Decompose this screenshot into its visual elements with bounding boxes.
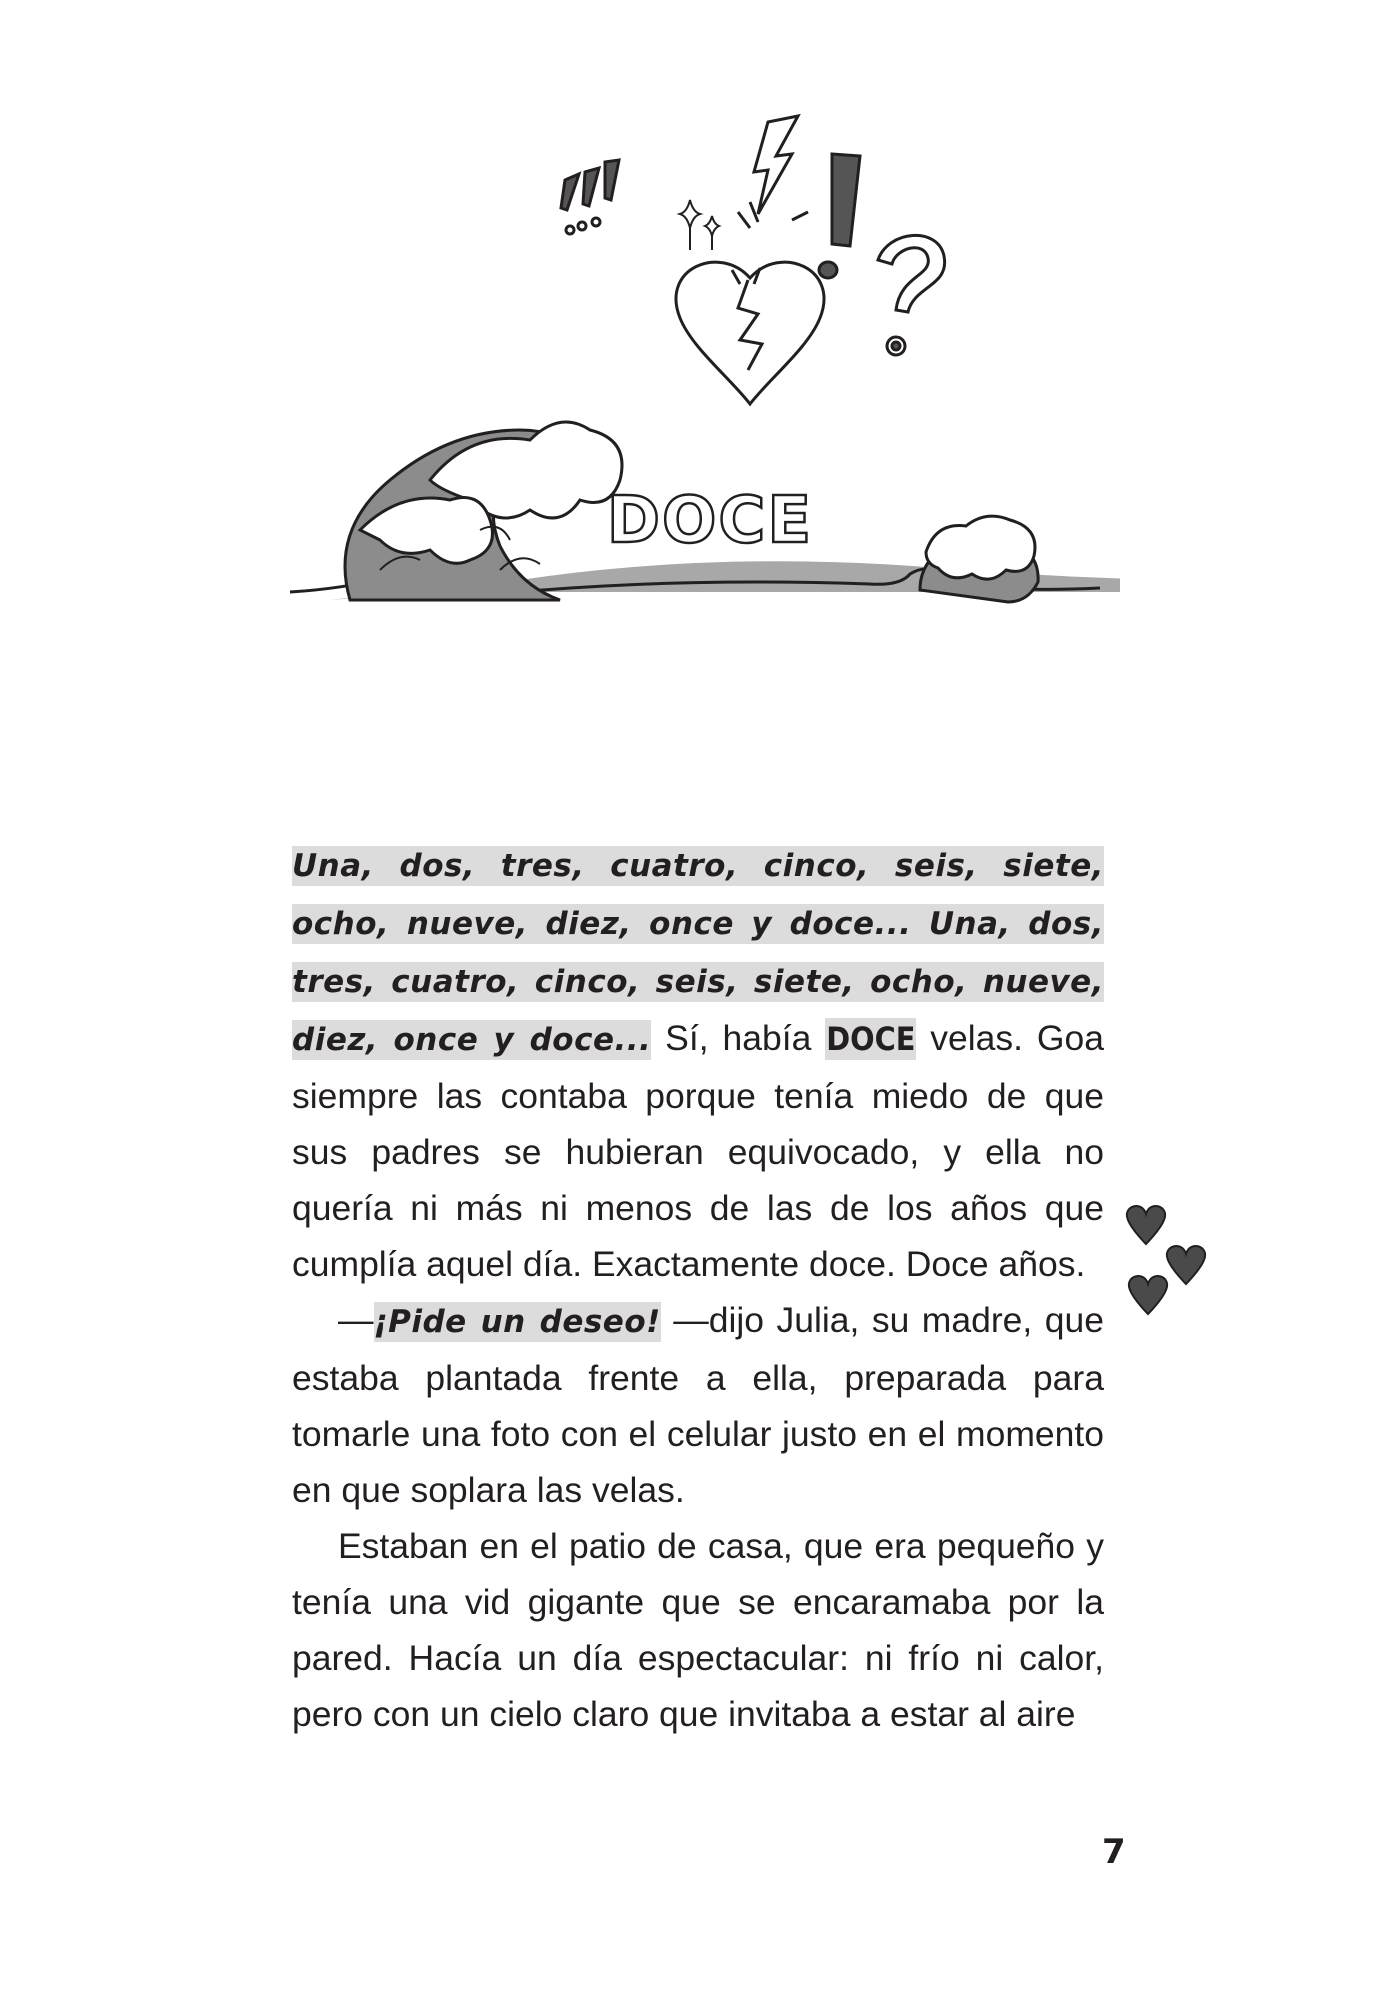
question-mark-icon — [878, 235, 945, 355]
paragraph-2 — [292, 1292, 1104, 1518]
chapter-title: DOCE — [606, 484, 814, 558]
wish-highlight: ¡Pide un deseo! — [373, 1304, 661, 1340]
sparkle-icon — [680, 200, 719, 250]
body-text — [292, 836, 1104, 1742]
paragraph-3: Estaban en el patio de casa, que era pequeño y tenía una vid gigante que se encaramaba por la pared. Hacía un día espectacular: ni frío ni calor, pero con un cielo claro que invitaba a estar al aire — [292, 1526, 1104, 1734]
paragraph-1-text-a: Sí, había — [651, 1018, 826, 1058]
chapter-header-illustration — [280, 100, 1120, 620]
chapter-title-group — [607, 484, 813, 558]
big-exclamation-icon — [819, 154, 860, 278]
counting-highlight: Una, dos, tres, cuatro, cinco, seis, siete, ocho, nueve, diez, once y doce... Una, dos, tres, cuatro, cinco, seis, siete, ocho, nueve, diez, once y doce... — [292, 848, 1104, 1058]
paragraph-2-text: —dijo Julia, su madre, que estaba plantada frente a ella, preparada para tomarle una foto con el celular justo en el momento en que soplara las velas. — [292, 1300, 1104, 1510]
broken-heart-icon — [676, 262, 824, 404]
hearts-icon — [1118, 1200, 1228, 1340]
lightning-icon — [738, 116, 808, 228]
page-number: 7 — [1102, 1832, 1126, 1872]
paragraph-1 — [292, 836, 1104, 1292]
paragraph-2-dash: — — [338, 1300, 374, 1340]
paragraph-1-text-b: velas. Goa siempre las contaba porque tenía miedo de que sus padres se hubieran equivocado, y ella no quería ni más ni menos de las de los años que cumplía aquel día. Exactamente doce. Doce años. — [292, 1018, 1104, 1284]
exclamation-doodles-icon — [561, 160, 619, 234]
doce-highlight: DOCE — [826, 1020, 916, 1058]
